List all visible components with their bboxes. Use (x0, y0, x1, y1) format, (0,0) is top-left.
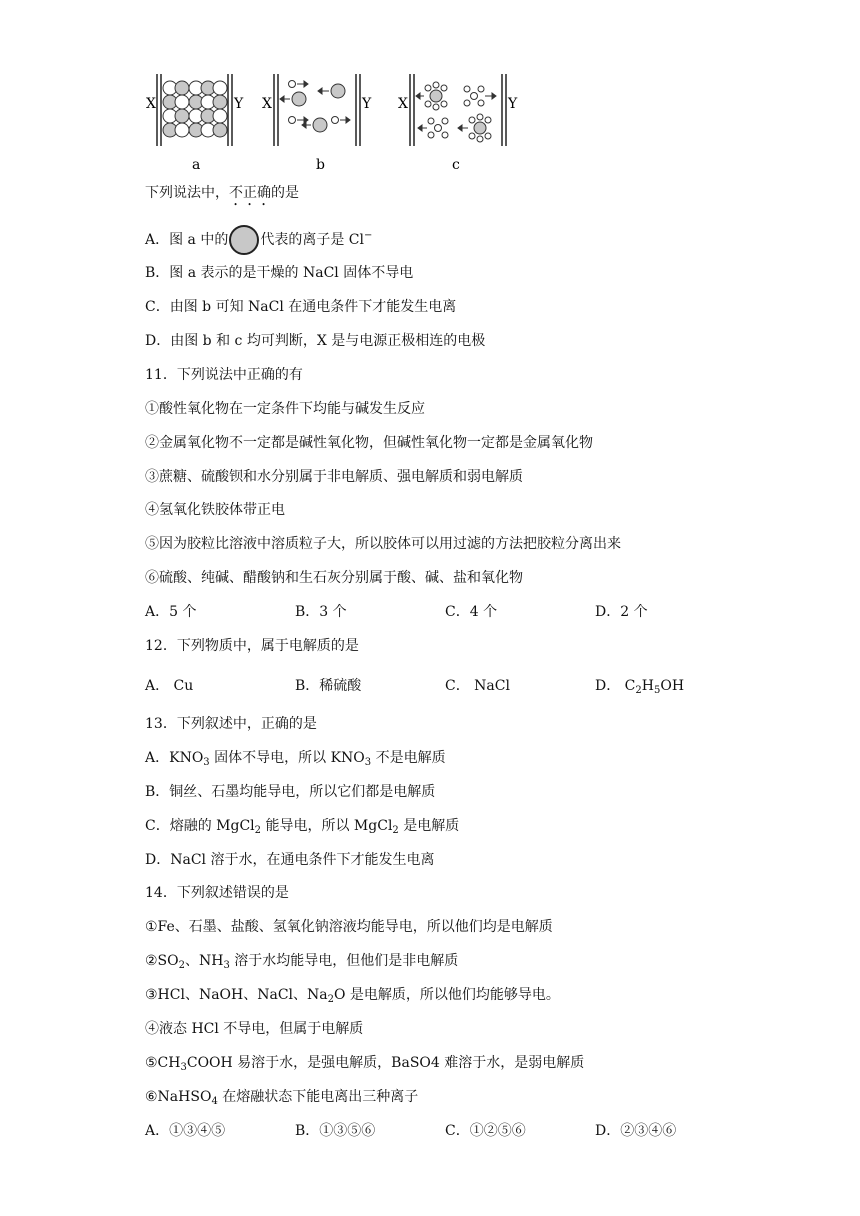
panel-a (146, 74, 244, 173)
q14-option-d[interactable]: D．②③④⑥ (595, 1123, 677, 1139)
panel-c (398, 74, 518, 173)
q10-option-c[interactable]: C．由图 b 可知 NaCl 在通电条件下才能发生电离 (145, 299, 457, 315)
q12-stem: 12．下列物质中，属于电解质的是 (145, 638, 359, 654)
q14-option-a[interactable]: A．①③④⑤ (145, 1123, 226, 1139)
electrolysis-figure (140, 66, 540, 176)
q11-option-b[interactable]: B．3 个 (295, 604, 347, 620)
electrode-y-label: Y (234, 96, 244, 112)
q13-option-d[interactable]: D．NaCl 溶于水，在通电条件下才能发生电离 (145, 852, 435, 868)
q11-statement-4: ④氢氧化铁胶体带正电 (145, 502, 285, 518)
q11-option-c[interactable]: C．4 个 (445, 604, 498, 620)
q14-option-c[interactable]: C．①②⑤⑥ (445, 1123, 526, 1139)
q11-statement-6: ⑥硫酸、纯碱、醋酸钠和生石灰分别属于酸、碱、盐和氧化物 (145, 570, 523, 586)
q14-option-b[interactable]: B．①③⑤⑥ (295, 1123, 376, 1139)
caption-a: a (192, 157, 201, 173)
q14-statement-5: $⑤CH_3COOH$ 易溶于水，是强电解质，BaSO4 难溶于水，是弱电解质 (145, 1055, 585, 1073)
q11-statement-5: ⑤因为胶粒比溶液中溶质粒子大，所以胶体可以用过滤的方法把胶粒分离出来 (145, 536, 621, 552)
q13-option-c[interactable]: C．熔融的 MgCl$_2$ 能导电，所以 MgCl$_2$ 是电解质 (145, 818, 460, 836)
q13-option-b[interactable]: B．铜丝、石墨均能导电，所以它们都是电解质 (145, 784, 436, 800)
q10-stem: 下列说法中，不正确的是 (145, 185, 299, 201)
q14-statement-6: ⑥NaHSO$_4$ 在熔融状态下能电离出三种离子 (145, 1089, 419, 1107)
q13-option-a[interactable]: A．$KNO_3$ 固体不导电，所以 $KNO_3$ 不是电解质 (145, 750, 446, 768)
q10-option-a[interactable]: A．图 a 中的 代表的离子是 Cl− (145, 225, 372, 255)
panel-b (262, 74, 372, 173)
q11-stem: 11．下列说法中正确的有 (145, 367, 303, 383)
q14-statement-1: ①Fe、石墨、盐酸、氢氧化钠溶液均能导电，所以他们均是电解质 (145, 919, 553, 935)
q12-option-b[interactable]: B．稀硫酸 (295, 678, 362, 694)
hydrated-ions (416, 82, 496, 142)
caption-b: b (316, 157, 325, 173)
gray-ion-circle-icon (229, 225, 259, 255)
q14-statement-3: ③HCl、NaOH、NaCl、$Na_2O$ 是电解质，所以他们均能够导电。 (145, 987, 560, 1005)
nacl-lattice (163, 81, 227, 137)
q11-option-d[interactable]: D．2 个 (595, 604, 648, 620)
electrode-x-label: X (398, 96, 408, 112)
electrode-x-label: X (146, 96, 156, 112)
q12-option-c[interactable]: C． NaCl (445, 678, 510, 694)
q11-statement-2: ②金属氧化物不一定都是碱性氧化物，但碱性氧化物一定都是金属氧化物 (145, 435, 593, 451)
free-ions (280, 81, 350, 133)
q11-statement-1: ①酸性氧化物在一定条件下均能与碱发生反应 (145, 401, 425, 417)
q12-option-a[interactable]: A． Cu (145, 678, 194, 694)
electrode-y-label: Y (362, 96, 372, 112)
q11-statement-3: ③蔗糖、硫酸钡和水分别属于非电解质、强电解质和弱电解质 (145, 469, 523, 485)
q14-stem: 14．下列叙述错误的是 (145, 885, 289, 901)
q14-statement-4: ④液态 HCl 不导电，但属于电解质 (145, 1021, 364, 1037)
electrode-y-label: Y (508, 96, 518, 112)
q10-option-b[interactable]: B．图 a 表示的是干燥的 NaCl 固体不导电 (145, 265, 414, 281)
q11-option-a[interactable]: A．5 个 (145, 604, 197, 620)
q13-stem: 13．下列叙述中，正确的是 (145, 716, 317, 732)
q10-option-d[interactable]: D．由图 b 和 c 均可判断，X 是与电源正极相连的电极 (145, 333, 486, 349)
electrode-x-label: X (262, 96, 272, 112)
q12-option-d[interactable]: D． $C_2H_5OH$ (595, 678, 685, 696)
caption-c: c (452, 157, 460, 173)
q14-statement-2: $②SO_2$、$NH_3$ 溶于水均能导电，但他们是非电解质 (145, 953, 459, 971)
